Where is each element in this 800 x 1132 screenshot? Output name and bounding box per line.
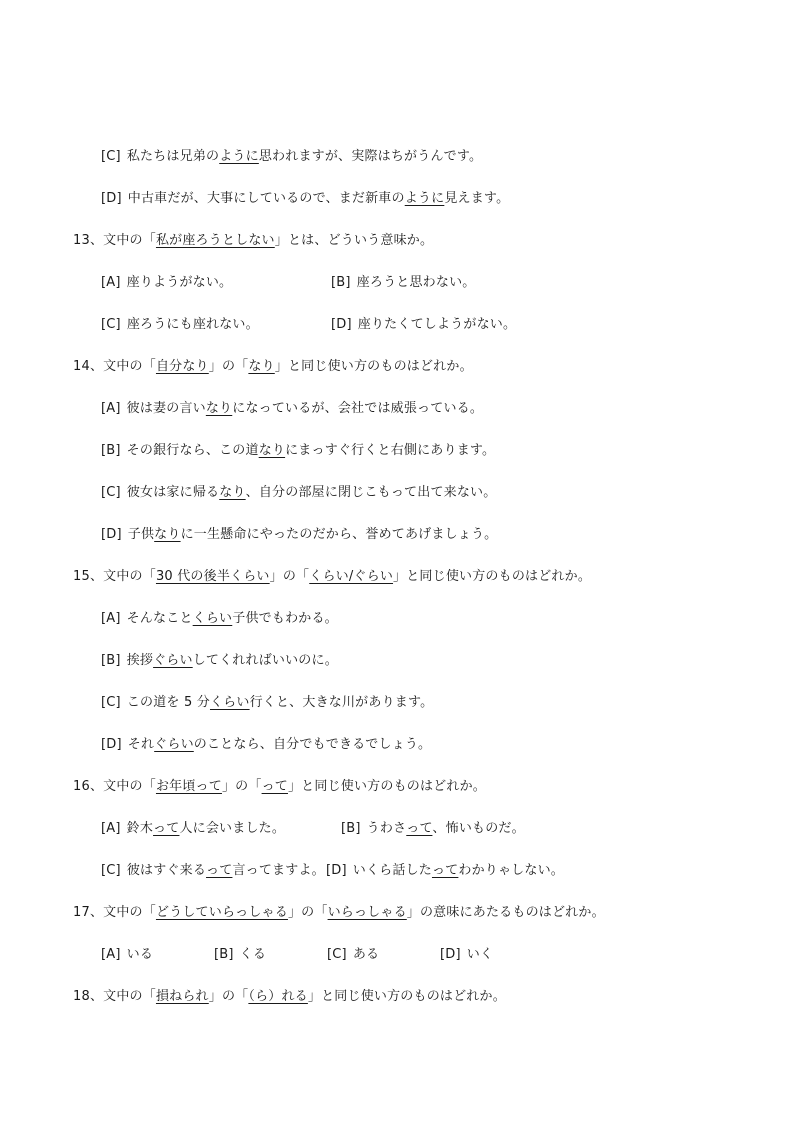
- underlined-term: なり: [248, 359, 275, 374]
- q14-option-b[interactable]: [B] その銀行なら、この道なりにまっすぐ行くと右側にあります。: [101, 443, 496, 458]
- option-label: [B]: [214, 947, 234, 962]
- option-label: [D]: [101, 737, 122, 752]
- underlined-term: どうしていらっしゃる: [155, 905, 288, 920]
- option-label: [C]: [101, 149, 121, 164]
- q18-stem: 18、文中の「損ねられ」の「（ら）れる」と同じ使い方のものはどれか。: [73, 989, 506, 1004]
- q16-option-a[interactable]: [A] 鈴木って人に会いました。: [101, 821, 286, 836]
- q17-option-b[interactable]: [B] くる: [214, 947, 267, 962]
- option-label: [C]: [101, 695, 121, 710]
- option-label: [C]: [101, 485, 121, 500]
- underlined-term: なり: [154, 527, 181, 542]
- underlined-term: って: [406, 821, 433, 836]
- q17-option-a[interactable]: [A] いる: [101, 947, 154, 962]
- q17-option-c[interactable]: [C] ある: [327, 947, 380, 962]
- underlined-term: くらい: [209, 695, 250, 710]
- q17-stem: 17、文中の「どうしていらっしゃる」の「いらっしゃる」の意味にあたるものはどれか。: [73, 905, 605, 920]
- q12-option-c[interactable]: [C] 私たちは兄弟のように思われますが、実際はちがうんです。: [101, 149, 483, 164]
- option-label: [D]: [326, 863, 347, 878]
- underlined-term: 自分なり: [155, 359, 209, 374]
- q16-option-b[interactable]: [B] うわさって、怖いものだ。: [341, 821, 525, 836]
- underlined-term: って: [153, 821, 180, 836]
- underlined-term: ぐらい: [153, 653, 193, 668]
- q13-option-a[interactable]: [A] 座りようがない。: [101, 275, 233, 290]
- q14-option-a[interactable]: [A] 彼は妻の言いなりになっているが、会社では威張っている。: [101, 401, 484, 416]
- option-label: [A]: [101, 821, 121, 836]
- q15-stem: 15、文中の「30 代の後半くらい」の「くらい/ぐらい」と同じ使い方のものはどれか。: [73, 569, 592, 584]
- q15-option-d[interactable]: [D] それぐらいのことなら、自分でもできるでしょう。: [101, 737, 432, 752]
- option-label: [C]: [101, 317, 121, 332]
- q14-option-c[interactable]: [C] 彼女は家に帰るなり、自分の部屋に閉じこもって出て来ない。: [101, 485, 497, 500]
- q15-option-c[interactable]: [C] この道を 5 分くらい行くと、大きな川があります。: [101, 695, 434, 710]
- underlined-term: って: [206, 863, 233, 878]
- option-label: [D]: [101, 191, 122, 206]
- q13-option-c[interactable]: [C] 座ろうにも座れない。: [101, 317, 259, 332]
- underlined-term: くらい/ぐらい: [309, 569, 394, 584]
- q16-stem: 16、文中の「お年頃って」の「って」と同じ使い方のものはどれか。: [73, 779, 486, 794]
- option-label: [A]: [101, 401, 121, 416]
- underlined-term: くらい: [192, 611, 233, 626]
- underlined-term: 私が座ろうとしない: [155, 233, 275, 248]
- option-label: [D]: [331, 317, 352, 332]
- underlined-term: 30 代の後半くらい: [155, 569, 270, 584]
- q15-option-a[interactable]: [A] そんなことくらい子供でもわかる。: [101, 611, 338, 626]
- q12-option-d[interactable]: [D] 中古車だが、大事にしているので、まだ新車のように見えます。: [101, 191, 510, 206]
- option-label: [B]: [101, 653, 121, 668]
- underlined-term: ぐらい: [154, 737, 194, 752]
- underlined-term: なり: [258, 443, 286, 458]
- q17-option-d[interactable]: [D] いく: [440, 947, 494, 962]
- option-label: [C]: [327, 947, 347, 962]
- q16-option-d[interactable]: [D] いくら話したってわかりゃしない。: [326, 863, 564, 878]
- q14-stem: 14、文中の「自分なり」の「なり」と同じ使い方のものはどれか。: [73, 359, 473, 374]
- underlined-term: って: [261, 779, 288, 794]
- underlined-term: いらっしゃる: [327, 905, 407, 920]
- underlined-term: 損ねられ: [155, 989, 209, 1004]
- option-label: [B]: [101, 443, 121, 458]
- option-label: [C]: [101, 863, 121, 878]
- option-label: [A]: [101, 611, 121, 626]
- q13-option-d[interactable]: [D] 座りたくてしようがない。: [331, 317, 517, 332]
- underlined-term: ように: [404, 191, 445, 206]
- q13-option-b[interactable]: [B] 座ろうと思わない。: [331, 275, 476, 290]
- q16-option-c[interactable]: [C] 彼はすぐ来るって言ってますよ。: [101, 863, 325, 878]
- option-label: [B]: [331, 275, 351, 290]
- option-label: [B]: [341, 821, 361, 836]
- underlined-term: ように: [219, 149, 259, 164]
- underlined-term: お年頃って: [155, 779, 222, 794]
- underlined-term: なり: [205, 401, 233, 416]
- option-label: [D]: [440, 947, 461, 962]
- q13-stem: 13、文中の「私が座ろうとしない」とは、どういう意味か。: [73, 233, 434, 248]
- option-label: [A]: [101, 947, 121, 962]
- underlined-term: って: [431, 863, 459, 878]
- option-label: [A]: [101, 275, 121, 290]
- underlined-term: なり: [219, 485, 246, 500]
- option-label: [D]: [101, 527, 122, 542]
- underlined-term: （ら）れる: [248, 989, 308, 1004]
- q14-option-d[interactable]: [D] 子供なりに一生懸命にやったのだから、誉めてあげましょう。: [101, 527, 498, 542]
- q15-option-b[interactable]: [B] 挨拶ぐらいしてくれればいいのに。: [101, 653, 338, 668]
